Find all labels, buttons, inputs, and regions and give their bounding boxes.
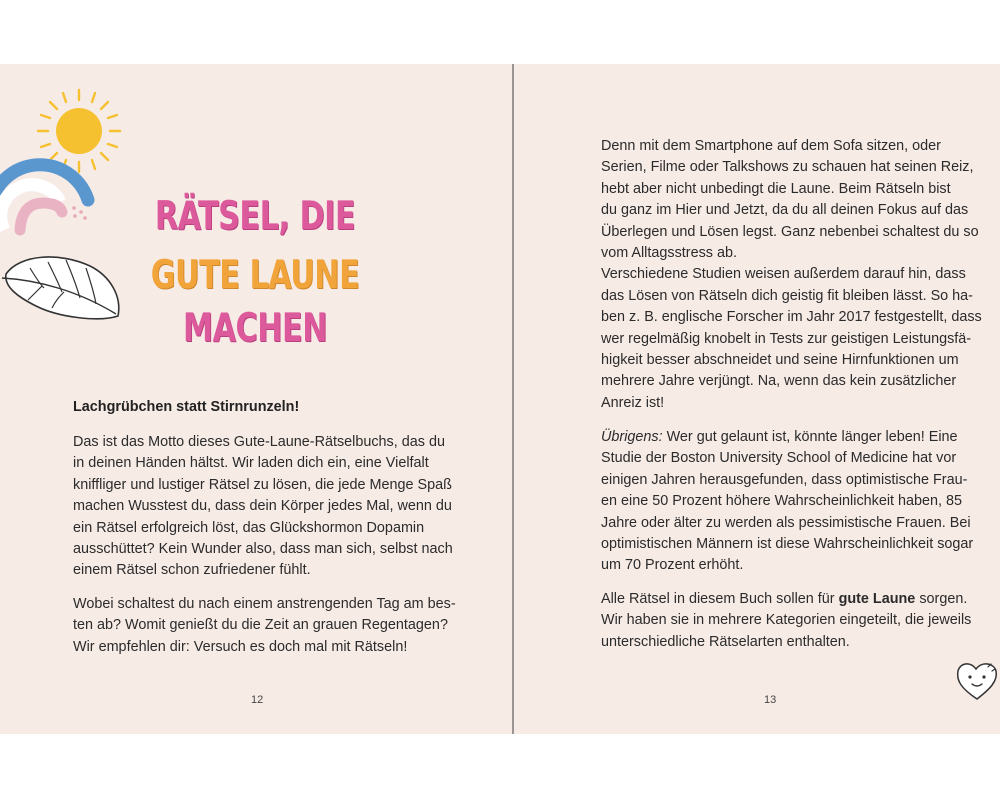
- dots-icon: [66, 202, 96, 222]
- left-paragraph-1: Das ist das Motto dieses Gute-Laune-Rätselbuchs, das du in deinen Händen hältst. Wir laden dich ein, eine Vielfalt kniffliger und lustiger Rätsel zu lösen, die jede Menge Spaß machen Wusstest du, dass dein Körper jedes Mal, wenn du ein Rätsel erfolgreich löst, das Glückshormon Dopamin ausschüttet? Kein Wunder also, dass man sich, selbst nach einem Rätsel schon zufriedener fühlt.: [73, 434, 453, 579]
- gute-laune-bold: gute Laune: [838, 591, 916, 607]
- right-paragraph-1: Denn mit dem Smartphone auf dem Sofa sitzen, oder Serien, Filme oder Talkshows zu schauen hat seinen Reiz, hebt aber nicht unbedingt die Laune. Beim Rätseln bist du ganz im Hier und Jetzt, da du all deinen Fokus auf das Überlegen und Lösen legst. Ganz nebenbei schaltest du so vom Alltagsstress ab. Verschiedene Studien weisen außerdem darauf hin, dass das Lösen von Rätseln dich geistig fit bleiben lässt. So ha- ben z. B. englische Forscher im Jahr 2017 festgestellt, dass wer regelmäßig knobelt in Tests zur geistigen Leistungsfä- higkeit besser abschneidet und seine Hirnfunktionen um mehrere Jahre verjüngt. Na, wenn das kein zusätzlicher Anreiz ist!: [601, 138, 982, 411]
- right-paragraph-2-text: Wer gut gelaunt ist, könnte länger leben! Eine Studie der Boston University School of Medicine hat vor einigen Jahren herausgefunden, dass optimistische Frau- en eine 50 Prozent höhere Wahrscheinlichkeit haben, 85 Jahre oder älter zu werden als pessimistische Frauen. Bei optimistischen Männern ist diese Wahrscheinlichkeit sogar um 70 Prozent erhöht.: [601, 429, 974, 574]
- title-line-2: GUTE LAUNE: [150, 253, 360, 298]
- right-paragraph-2: [601, 427, 986, 577]
- right-paragraph-3-b: sorgen. Wir haben sie in mehrere Kategorien eingeteilt, die jeweils unterschiedliche Rätselarten enthalten.: [601, 591, 972, 650]
- title-line-1: RÄTSEL, DIE: [154, 194, 356, 239]
- leaf-icon: [0, 244, 130, 324]
- right-paragraph-3-a: Alle Rätsel in diesem Buch sollen für: [601, 591, 839, 607]
- section-heading: Lachgrübchen statt Stirnrunzeln!: [73, 399, 300, 415]
- ubrigens-lead: Übrigens:: [601, 429, 663, 445]
- left-paragraph-2: Wobei schaltest du nach einem anstrengenden Tag am bes- ten ab? Womit genießt du die Zeit an grauen Regentagen? Wir empfehlen dir: Versuch es doch mal mit Rätseln!: [73, 596, 456, 655]
- left-page: [0, 64, 513, 734]
- heart-icon: [954, 659, 1000, 703]
- page-number-right: 13: [764, 694, 777, 706]
- right-paragraph-3: [601, 589, 986, 653]
- title-line-3: MACHEN: [182, 306, 328, 351]
- right-page: [514, 64, 1000, 734]
- rainbow-icon: [0, 140, 100, 240]
- page-number-left: 12: [251, 694, 264, 706]
